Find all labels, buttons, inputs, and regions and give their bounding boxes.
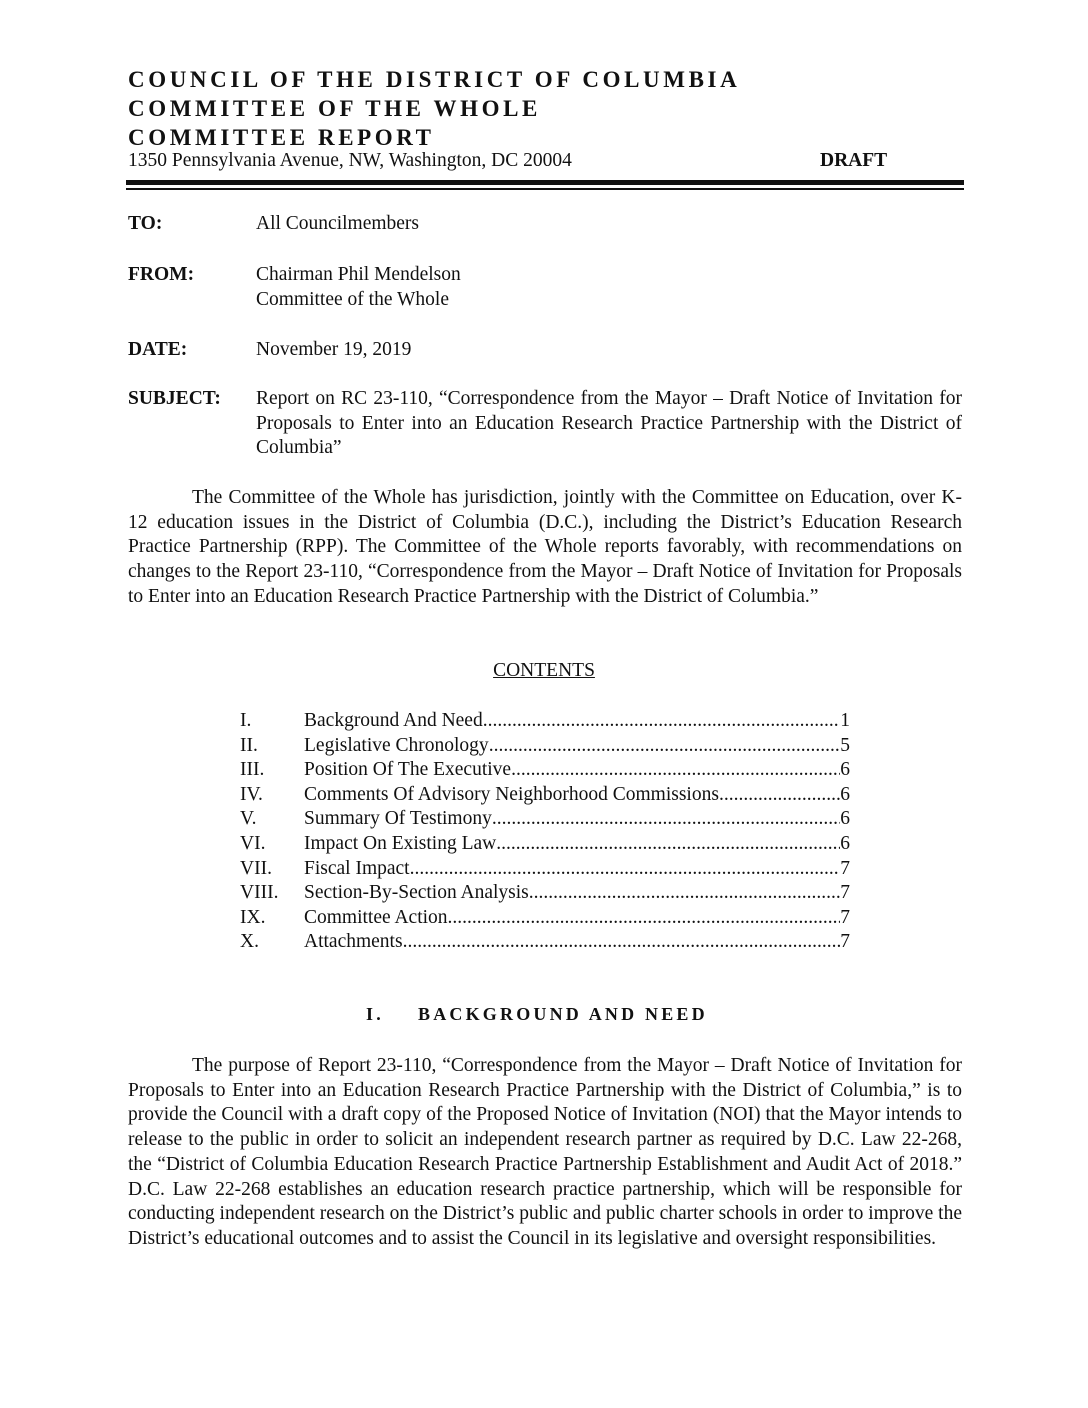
toc-page: 7 — [840, 931, 850, 953]
toc-title: Legislative Chronology — [304, 734, 489, 756]
toc-item[interactable] — [240, 734, 850, 759]
toc-leader — [511, 758, 840, 783]
toc-page: 7 — [840, 882, 850, 904]
toc-item[interactable] — [240, 857, 850, 882]
to-label: TO: — [128, 213, 163, 234]
toc-item[interactable] — [240, 930, 850, 955]
toc-page: 6 — [840, 832, 850, 854]
toc-page: 5 — [840, 734, 850, 756]
from-label: FROM: — [128, 264, 195, 285]
toc-item[interactable] — [240, 832, 850, 857]
toc-page: 6 — [840, 783, 850, 805]
toc-number: I. — [240, 710, 252, 731]
toc-title: Summary Of Testimony — [304, 808, 492, 830]
toc-number: VI. — [240, 832, 266, 854]
toc-title: Impact On Existing Law — [304, 832, 497, 854]
toc-leader — [403, 930, 841, 955]
toc-number: III. — [240, 759, 265, 781]
toc-item[interactable] — [240, 906, 850, 931]
toc-title: Fiscal Impact — [304, 857, 410, 879]
section-number: I. — [366, 1004, 384, 1024]
toc-item[interactable] — [240, 807, 850, 832]
toc-title: Background And Need — [304, 710, 483, 731]
toc-page: 1 — [840, 710, 850, 731]
contents-heading — [0, 660, 1088, 682]
toc-number: IV. — [240, 783, 263, 805]
toc-title: Attachments — [304, 931, 403, 953]
toc-number: VII. — [240, 857, 272, 879]
header-rule-thick — [126, 180, 964, 185]
toc-leader — [492, 807, 840, 832]
section-heading — [366, 1004, 708, 1025]
header-rule-thin — [126, 188, 964, 190]
subject-label: SUBJECT: — [128, 388, 221, 409]
toc-item[interactable] — [240, 783, 850, 808]
council-address: 1350 Pennsylvania Avenue, NW, Washington, DC 20004 — [128, 150, 572, 171]
toc-number: X. — [240, 931, 259, 953]
toc-leader — [529, 881, 840, 906]
council-name-heading: COUNCIL OF THE DISTRICT OF COLUMBIA — [128, 67, 741, 92]
table-of-contents — [240, 709, 850, 955]
toc-number: V. — [240, 808, 257, 830]
section-title: BACKGROUND AND NEED — [418, 1004, 708, 1024]
toc-leader — [448, 906, 841, 931]
toc-number: IX. — [240, 906, 266, 928]
toc-item[interactable] — [240, 709, 850, 734]
toc-title: Section-By-Section Analysis — [304, 882, 529, 904]
toc-item[interactable] — [240, 758, 850, 783]
toc-page: 7 — [840, 906, 850, 928]
toc-title: Position Of The Executive — [304, 759, 512, 781]
toc-title: Comments Of Advisory Neighborhood Commissions — [304, 783, 719, 805]
toc-leader — [410, 857, 841, 882]
toc-item[interactable] — [240, 881, 850, 906]
contents-title: CONTENTS — [493, 660, 595, 681]
background-paragraph: The purpose of Report 23-110, “Correspondence from the Mayor – Draft Notice of Invitation for Proposals to Enter into an Education Research Practice Partnership with the District of Columbia,” is to provide the Council with a draft copy of the Proposed Notice of Invitation (NOI) that the Mayor intends to release to the public in order to solicit an independent research partner as required by D.C. Law 22-268, the “District of Columbia Education Research Practice Partnership Establishment and Audit Act of 2018.” D.C. Law 22-268 establishes an education research practice partnership, which will be responsible for conducting independent research on the District’s public and public charter schools in order to improve the District’s educational outcomes and to assist the Council in its legislative and oversight responsibilities. — [128, 1055, 962, 1249]
toc-number: VIII. — [240, 882, 279, 904]
toc-page: 7 — [840, 857, 850, 879]
from-name: Chairman Phil Mendelson — [256, 264, 461, 285]
date-label: DATE: — [128, 339, 188, 360]
toc-leader — [483, 709, 841, 734]
subject-value: Report on RC 23-110, “Correspondence from the Mayor – Draft Notice of Invitation for Proposals to Enter into an Education Research Practice Partnership with the District of Columbia” — [256, 388, 962, 458]
from-committee: Committee of the Whole — [256, 289, 449, 310]
intro-paragraph: The Committee of the Whole has jurisdiction, jointly with the Committee on Education, over K-12 education issues in the District of Columbia (D.C.), including the District’s Education Research Practice Partnership (RPP). The Committee of the Whole reports favorably, with recommendations on changes to the Report 23-110, “Correspondence from the Mayor – Draft Notice of Invitation for Proposals to Enter into an Education Research Practice Partnership with the District of Columbia.” — [128, 487, 962, 607]
toc-leader — [496, 832, 840, 857]
draft-status-label: DRAFT — [820, 150, 888, 171]
toc-leader — [489, 734, 841, 759]
toc-page: 6 — [840, 759, 850, 781]
committee-name-heading: COMMITTEE OF THE WHOLE — [128, 96, 541, 121]
date-value: November 19, 2019 — [256, 339, 412, 360]
report-type-heading: COMMITTEE REPORT — [128, 125, 435, 150]
toc-leader — [719, 783, 840, 808]
toc-title: Committee Action — [304, 906, 448, 928]
toc-number: II. — [240, 734, 258, 756]
to-value: All Councilmembers — [256, 213, 420, 234]
toc-page: 6 — [840, 808, 850, 830]
